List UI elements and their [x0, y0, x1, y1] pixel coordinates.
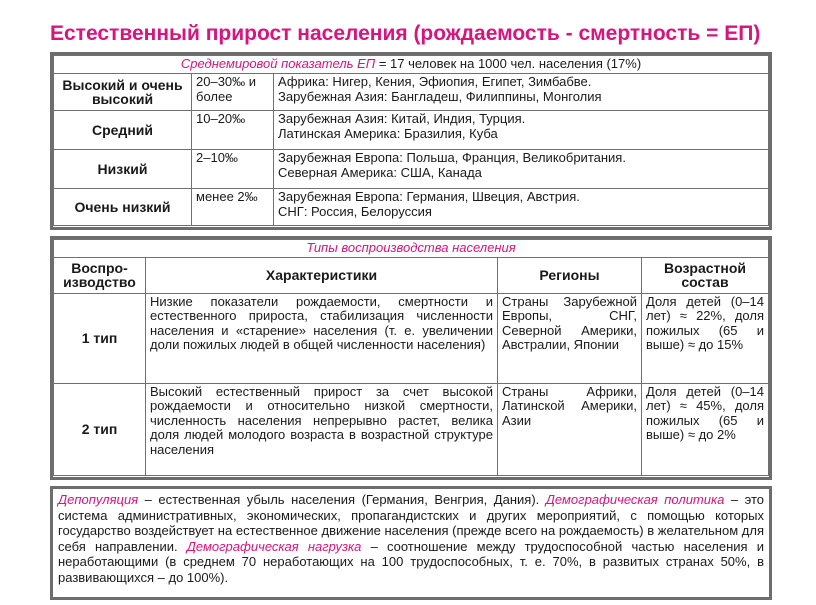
growth-rate: менее 2‰ — [192, 189, 274, 226]
growth-rate: 20–30‰ и более — [192, 74, 274, 111]
definitions-note — [50, 486, 772, 600]
growth-regions: Зарубежная Европа: Польша, Франция, Великобритания. Северная Америка: США, Канада — [274, 150, 769, 189]
growth-level: Высокий и очень высокий — [54, 74, 192, 111]
growth-caption — [54, 56, 769, 74]
growth-table — [53, 55, 769, 226]
growth-level: Очень низкий — [54, 189, 192, 226]
page-title: Естественный прирост населения (рождаемость - смертность = ЕП) — [50, 22, 761, 45]
table-row — [54, 189, 769, 226]
table-row — [54, 111, 769, 150]
repro-caption: Типы воспроизводства населения — [54, 240, 769, 258]
repro-table — [53, 239, 769, 476]
header-reproduction: Воспро-изводство — [54, 257, 146, 293]
growth-rate: 2–10‰ — [192, 150, 274, 189]
growth-regions: Зарубежная Европа: Германия, Швеция, Австрия. СНГ: Россия, Белоруссия — [274, 189, 769, 226]
term-depopulation: Депопуляция — [58, 492, 139, 507]
table-row — [54, 383, 769, 475]
growth-regions: Африка: Нигер, Кения, Эфиопия, Египет, Зимбабве. Зарубежная Азия: Бангладеш, Филиппины, Монголия — [274, 74, 769, 111]
repro-characteristics: Низкие показатели рождаемости, смертности и естественного прироста, стабилизация численности населения и «старение» населения (т. е. увеличении доли пожилых людей в общей численности населения) — [146, 293, 498, 383]
growth-table-box — [50, 52, 772, 230]
header-characteristics: Характеристики — [146, 257, 498, 293]
def-demographic-policy: – это система административных, экономических, пропагандистских и других мероприятий, с помощью которых государство воздействует на естественное движение населения (прежде всего на рождаемость) в желательном для себя направлении. — [58, 492, 764, 554]
repro-age: Доля детей (0–14 лет) ≈ 22%, доля пожилых (65 и выше) ≈ до 15% — [642, 293, 769, 383]
repro-age: Доля детей (0–14 лет) ≈ 45%, доля пожилых (65 и выше) ≈ до 2% — [642, 383, 769, 475]
def-demographic-load: – соотношение между трудоспособной частью населения и неработающими (в среднем 70 неработающих на 100 трудоспособных, т. е. 70%, в развитых странах 50%, в развивающихся – до 100%). — [58, 538, 765, 585]
growth-level: Низкий — [54, 150, 192, 189]
header-age-structure: Возрастной состав — [642, 257, 769, 293]
growth-caption-value: = 17 человек на 1000 чел. населения (17%) — [375, 56, 642, 71]
growth-caption-label: Среднемировой показатель ЕП — [180, 56, 376, 71]
term-demographic-policy: Демографическая политика — [545, 492, 725, 507]
table-row — [54, 150, 769, 189]
repro-regions: Страны Африки, Латинской Америки, Азии — [498, 383, 642, 475]
repro-type: 2 тип — [54, 383, 146, 475]
repro-table-box — [50, 236, 772, 480]
table-row — [54, 293, 769, 383]
growth-level: Средний — [54, 111, 192, 150]
def-depopulation: – естественная убыль населения (Германия, Венгрия, Дания). — [138, 492, 546, 507]
repro-regions: Страны Зарубежной Европы, СНГ, Северной Америки, Австралии, Японии — [498, 293, 642, 383]
header-regions: Регионы — [498, 257, 642, 293]
table-row — [54, 74, 769, 111]
repro-type: 1 тип — [54, 293, 146, 383]
repro-header-row — [54, 257, 769, 293]
growth-regions: Зарубежная Азия: Китай, Индия, Турция. Латинская Америка: Бразилия, Куба — [274, 111, 769, 150]
repro-characteristics: Высокий естественный прирост за счет высокой рождаемости и относительно низкой смертности, численность населения непрерывно растет, велика доля людей молодого возраста в возрастной структуре населения — [146, 383, 498, 475]
growth-rate: 10–20‰ — [192, 111, 274, 150]
term-demographic-load: Демографическая нагрузка — [186, 538, 362, 554]
